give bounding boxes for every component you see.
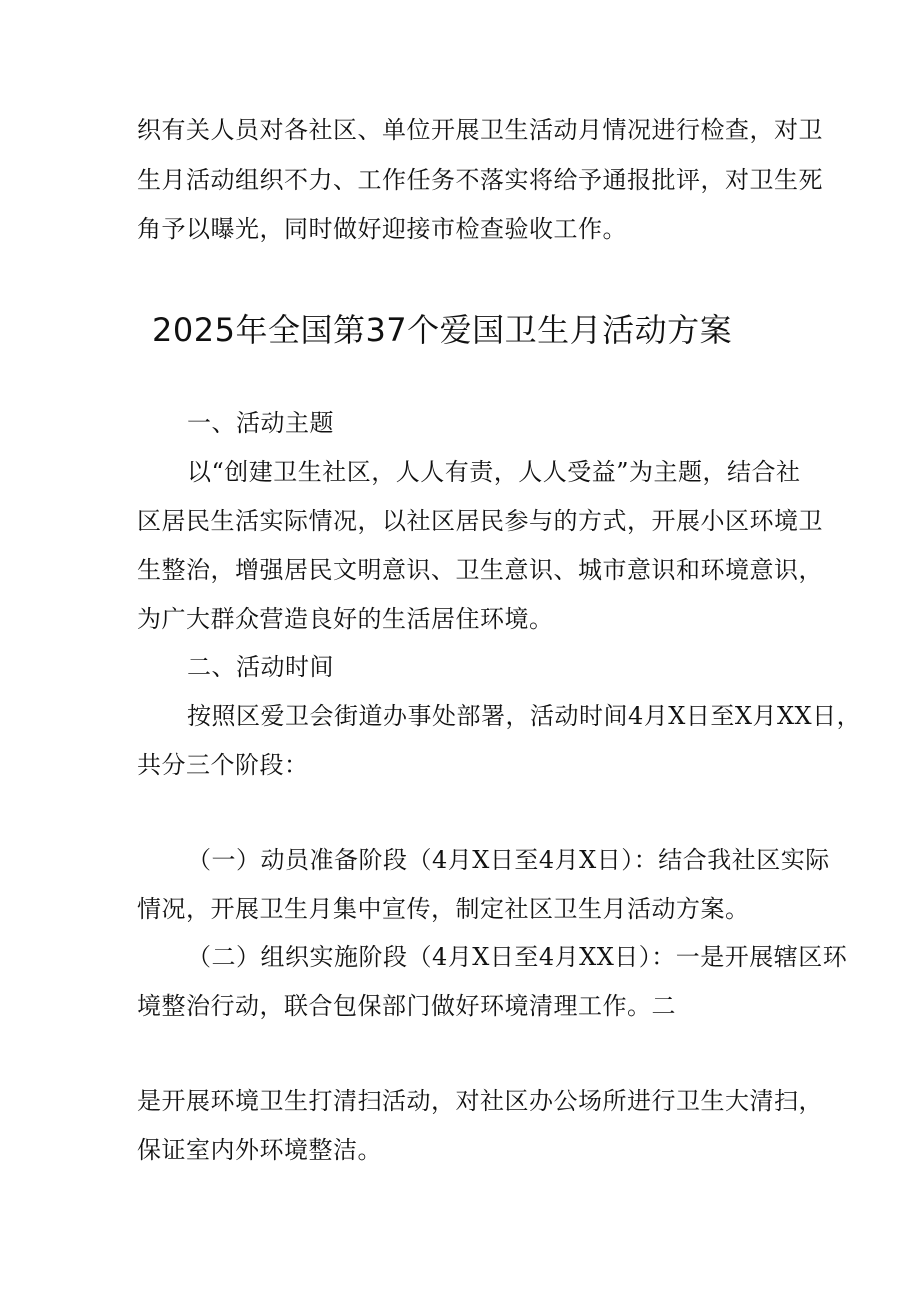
time-line-2: 共分三个阶段： (137, 751, 309, 779)
continuation-line-1: 是开展环境卫生打清扫活动，对社区办公场所进行卫生大清扫， (137, 1087, 823, 1115)
intro-line-2: 生月活动组织不力、工作任务不落实将给予通报批评，对卫生死 (137, 166, 823, 194)
document-title: 2025年全国第37个爱国卫生月活动方案 (152, 311, 733, 349)
section-heading-time: 二、活动时间 (187, 653, 334, 681)
theme-line-1: 以“创建卫生社区，人人有责，人人受益”为主题，结合社 (187, 458, 801, 486)
intro-line-3: 角予以曝光，同时做好迎接市检查验收工作。 (137, 215, 627, 243)
phase1-line-2: 情况，开展卫生月集中宣传，制定社区卫生月活动方案。 (137, 895, 750, 923)
intro-line-1: 织有关人员对各社区、单位开展卫生活动月情况进行检查，对卫 (137, 116, 823, 144)
time-line-1: 按照区爱卫会街道办事处部署，活动时间4月X日至X月XX日， (187, 702, 862, 730)
phase2-line-2: 境整治行动，联合包保部门做好环境清理工作。二 (137, 992, 676, 1020)
section-heading-theme: 一、活动主题 (187, 409, 334, 437)
phase1-line-1: （一）动员准备阶段（4月X日至4月X日）：结合我社区实际 (187, 846, 830, 874)
continuation-line-2: 保证室内外环境整洁。 (137, 1136, 382, 1164)
phase2-line-1: （二）组织实施阶段（4月X日至4月XX日）：一是开展辖区环 (187, 943, 848, 971)
theme-line-2: 区居民生活实际情况，以社区居民参与的方式，开展小区环境卫 (137, 507, 823, 535)
theme-line-4: 为广大群众营造良好的生活居住环境。 (137, 605, 554, 633)
theme-line-3: 生整治，增强居民文明意识、卫生意识、城市意识和环境意识， (137, 556, 823, 584)
